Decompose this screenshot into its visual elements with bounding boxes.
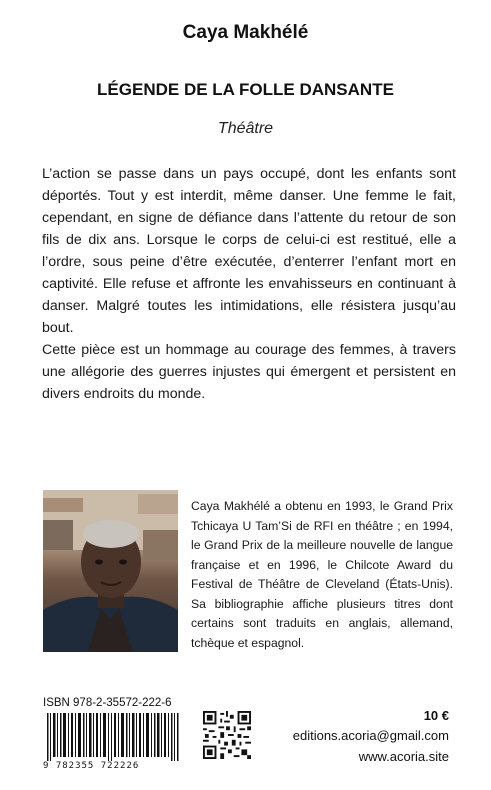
synopsis	[42, 163, 456, 405]
author-portrait-icon	[43, 490, 178, 652]
qr-code-icon[interactable]	[203, 711, 251, 759]
author-photo	[43, 490, 178, 652]
website-link[interactable]: www.acoria.site	[358, 749, 449, 764]
synopsis-paragraph: L’action se passe dans un pays occupé, dont les enfants sont déportés. Tout y est interdit, même danser. Une femme le fait, cependant, en signe de défiance dans l’attente du retour de son fils de dix ans. Lorsque le corps de celui-ci est restitué, elle a l’ordre, sous peine d’être exécutée, d’enterrer l’enfant mort en captivité. Elle refuse et affronte les envahisseurs en continuant à danser. Malgré toutes les intimidations, elle résistera jusqu’au bout.	[42, 166, 456, 336]
barcode-digits: 9 782355 722226	[43, 761, 140, 771]
email-link[interactable]: editions.acoria@gmail.com	[292, 728, 449, 743]
book-title: LÉGENDE DE LA FOLLE DANSANTE	[97, 80, 394, 99]
isbn-label: ISBN 978-2-35572-222-6	[43, 697, 172, 709]
barcode-icon	[43, 713, 183, 761]
synopsis-paragraph: Cette pièce est un hommage au courage des femmes, à travers une allégorie des guerres injustes qui émergent et persistent en divers endroits du monde.	[42, 342, 456, 402]
author-bio: Caya Makhélé a obtenu en 1993, le Grand Prix Tchicaya U Tam’Si de RFI en théâtre ; en 1994, le Grand Prix de la meilleure nouvelle de langue française et en 1996, le Chilcote Award du Festival de Théâtre de Cleveland (États-Unis). Sa bibliographie affiche plusieurs titres dont certains sont traduits en anglais, allemand, tchèque et espagnol.	[191, 499, 453, 650]
book-genre: Théâtre	[217, 120, 274, 137]
price-label: 10 €	[423, 708, 449, 723]
author-name: Caya Makhélé	[182, 22, 309, 43]
